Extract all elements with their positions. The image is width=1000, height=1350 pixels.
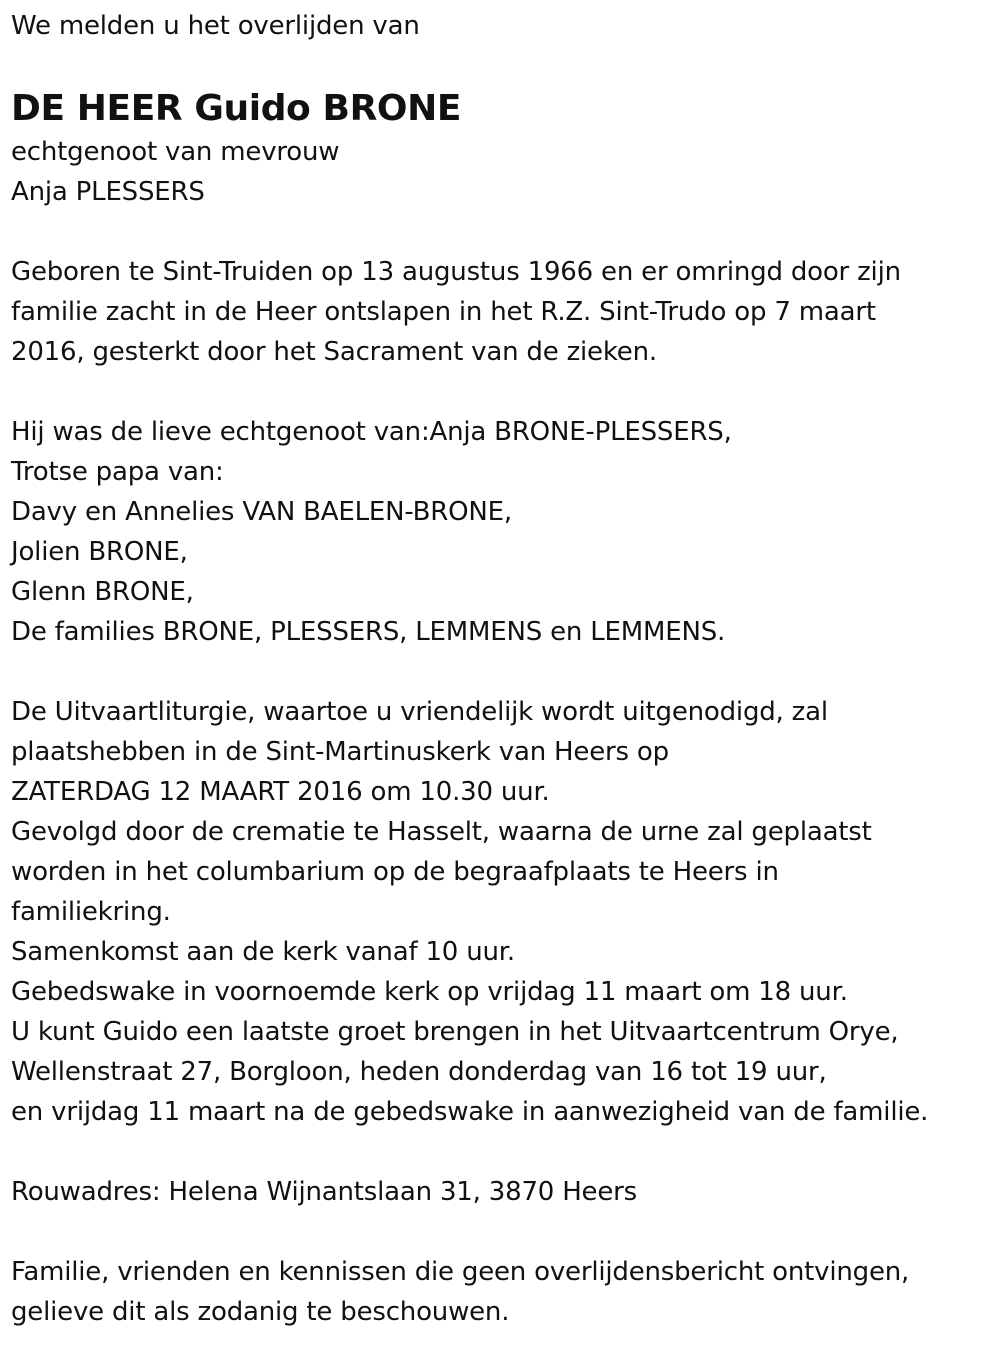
closing-line: Familie, vrienden en kennissen die geen overlijdensbericht ontvingen, [11,1257,910,1287]
funeral-line: worden in het columbarium op de begraafplaats te Heers in [11,857,779,887]
funeral-line: Samenkomst aan de kerk vanaf 10 uur. [11,937,515,967]
funeral-line: De Uitvaartliturgie, waartoe u vriendelijk wordt uitgenodigd, zal [11,697,828,727]
funeral-line: Gevolgd door de crematie te Hasselt, waarna de urne zal geplaatst [11,817,872,847]
closing-line: gelieve dit als zodanig te beschouwen. [11,1297,510,1327]
funeral-line: en vrijdag 11 maart na de gebedswake in aanwezigheid van de familie. [11,1097,929,1127]
death-notice [11,0,986,1332]
address-paragraph [11,1172,986,1212]
funeral-line: plaatshebben in de Sint-Martinuskerk van Heers op [11,737,669,767]
spouse-line: echtgenoot van mevrouw [11,137,340,167]
intro-text: We melden u het overlijden van [11,11,420,41]
family-line: Davy en Annelies VAN BAELEN-BRONE, [11,497,512,527]
paragraph-line: Geboren te Sint-Truiden op 13 augustus 1966 en er omringd door zijn [11,257,901,287]
birth-death-paragraph [11,252,986,372]
funeral-line: familiekring. [11,897,171,927]
funeral-line: U kunt Guido een laatste groet brengen in het Uitvaartcentrum Orye, [11,1017,899,1047]
closing-paragraph [11,1252,986,1332]
family-line: Jolien BRONE, [11,537,188,567]
funeral-line: ZATERDAG 12 MAART 2016 om 10.30 uur. [11,777,550,807]
family-line: Hij was de lieve echtgenoot van:Anja BRONE-PLESSERS, [11,417,732,447]
paragraph-line: 2016, gesterkt door het Sacrament van de zieken. [11,337,657,367]
deceased-name: DE HEER Guido BRONE [11,88,462,129]
mourning-address: Rouwadres: Helena Wijnantslaan 31, 3870 Heers [11,1177,637,1207]
paragraph-line: familie zacht in de Heer ontslapen in het R.Z. Sint-Trudo op 7 maart [11,297,876,327]
funeral-line: Wellenstraat 27, Borgloon, heden donderdag van 16 tot 19 uur, [11,1057,827,1087]
funeral-paragraph [11,692,986,1132]
funeral-line: Gebedswake in voornoemde kerk op vrijdag 11 maart om 18 uur. [11,977,848,1007]
spouse-line: Anja PLESSERS [11,177,205,207]
family-paragraph [11,412,986,652]
family-line: Trotse papa van: [11,457,224,487]
family-line: Glenn BRONE, [11,577,194,607]
spouse-block [11,132,986,212]
family-line: De families BRONE, PLESSERS, LEMMENS en LEMMENS. [11,617,726,647]
